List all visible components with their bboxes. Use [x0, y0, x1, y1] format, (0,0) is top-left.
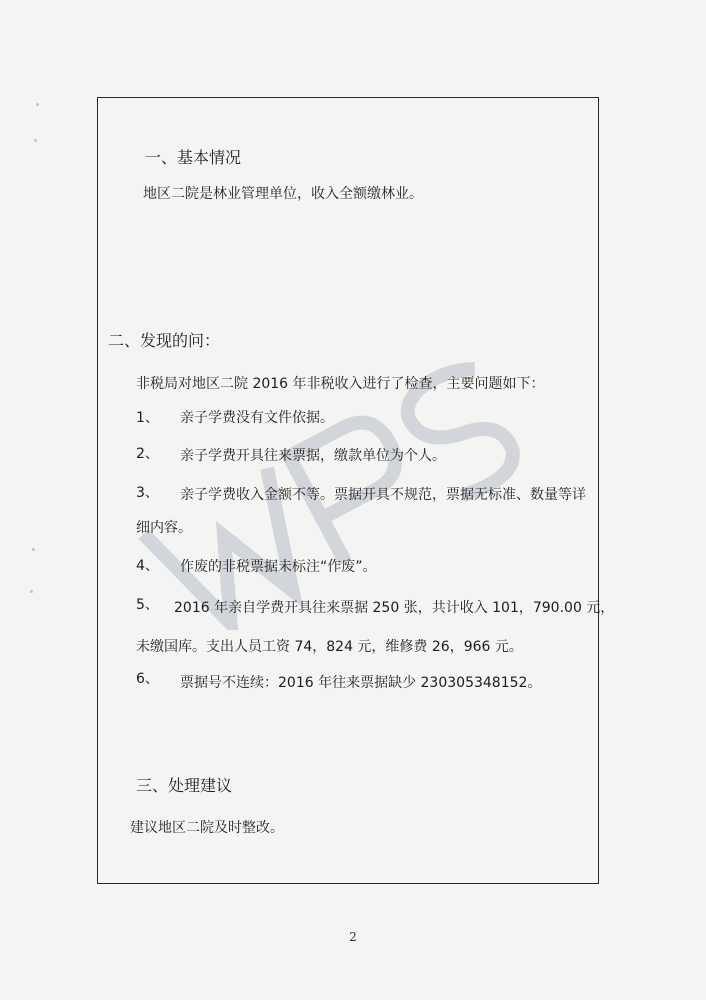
- section2-heading: 二、发现的问：: [108, 331, 221, 350]
- scan-speck: [36, 103, 39, 106]
- item2-number: 2、: [136, 446, 159, 462]
- section1-text: 地区二院是林业管理单位，收入全额缴林业。: [143, 186, 423, 202]
- item3-text: 亲子学费收入金额不等。票据开具不规范，票据无标准、数量等详: [180, 487, 586, 503]
- item3-number: 3、: [136, 485, 159, 501]
- item6-text: 票据号不连续：2016 年往来票据缺少 230305348152。: [180, 675, 542, 691]
- scan-speck: [32, 548, 35, 551]
- item5-continuation: 未缴国库。支出人员工资 74，824 元，维修费 26，966 元。: [136, 639, 523, 655]
- item6-number: 6、: [136, 671, 159, 687]
- section2-intro: 非税局对地区二院 2016 年非税收入进行了检查，主要问题如下：: [136, 376, 545, 392]
- page-number: 2: [349, 930, 357, 944]
- scan-speck: [30, 590, 33, 593]
- item4-number: 4、: [136, 558, 159, 574]
- section3-text: 建议地区二院及时整改。: [130, 820, 284, 836]
- scan-speck: [34, 139, 37, 142]
- item3-continuation: 细内容。: [136, 520, 192, 536]
- item5-number: 5、: [136, 597, 159, 613]
- section3-heading: 三、处理建议: [136, 776, 233, 795]
- section1-heading: 一、基本情况: [145, 148, 242, 167]
- item5-text: 2016 年亲自学费开具往来票据 250 张，共计收入 101，790.00 元，: [174, 600, 615, 616]
- item4-text: 作废的非税票据未标注“作废”。: [180, 559, 377, 575]
- item2-text: 亲子学费开具往来票据，缴款单位为个人。: [180, 448, 446, 464]
- item1-text: 亲子学费没有文件依据。: [180, 410, 334, 426]
- item1-number: 1、: [136, 410, 159, 426]
